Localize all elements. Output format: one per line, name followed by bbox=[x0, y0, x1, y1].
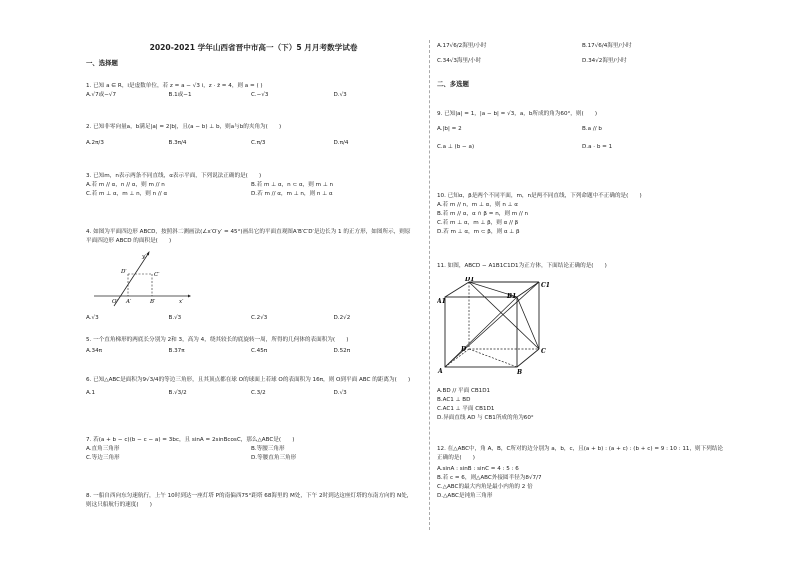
label-o: O′ bbox=[112, 299, 118, 305]
question-stem: 10. 已知α，β是两个不同平面，m，n是两不同直线，下列命题中不正确的是( ) bbox=[437, 193, 642, 199]
option-c: C.AC1 ⊥ 平面 CB1D1 bbox=[437, 406, 495, 412]
option-d: D.√3 bbox=[333, 92, 347, 98]
option-b: B.3π/4 bbox=[168, 140, 187, 146]
question-8-options bbox=[437, 42, 727, 66]
label-a: A bbox=[438, 368, 443, 375]
option-d: D.34√2海里/小时 bbox=[582, 58, 627, 64]
diag-ab1 bbox=[445, 297, 517, 367]
options bbox=[86, 181, 416, 199]
label-y: y′ bbox=[142, 254, 147, 260]
question-stem: 8. 一船自西向东匀速航行，上午 10时到达一座灯塔 P的南偏西75°距塔 68海里的 M处，下午 2时到达这座灯塔的东南方向的 N处，则这只船航行的速度( ) bbox=[86, 493, 413, 508]
label-d1: D1 bbox=[465, 277, 475, 283]
question-12 bbox=[437, 445, 727, 501]
question-9 bbox=[437, 110, 727, 152]
option-a: A.17√6/2海里/小时 bbox=[437, 43, 487, 49]
label-a1: A1 bbox=[437, 298, 446, 305]
options bbox=[437, 125, 727, 152]
options bbox=[86, 91, 416, 100]
option-c: C.若 m ⊥ α，m ⊥ n，则 n // α bbox=[86, 191, 168, 197]
y-axis-arrow bbox=[147, 251, 150, 256]
column-divider bbox=[429, 40, 430, 530]
question-stem: 11. 如图，ABCD − A1B1C1D1为正方体，下面结论正确的是( ) bbox=[437, 263, 607, 269]
option-a: A.BD // 平面 CB1D1 bbox=[437, 388, 491, 394]
oblique-projection-figure bbox=[92, 250, 192, 308]
option-b: B.若 m ⊥ α，n ⊂ α，则 m ⊥ n bbox=[251, 182, 334, 188]
label-c: C bbox=[541, 348, 546, 355]
question-3 bbox=[86, 172, 416, 199]
section-heading-single: 一、选择题 bbox=[86, 59, 118, 67]
option-a: A.34π bbox=[86, 348, 102, 354]
options bbox=[437, 42, 727, 66]
diag-db bbox=[469, 349, 517, 367]
option-a: A.2π/3 bbox=[86, 140, 104, 146]
option-c: C.a ⊥ (b − a) bbox=[437, 144, 475, 150]
diag-ac1 bbox=[445, 282, 539, 367]
options bbox=[437, 201, 727, 237]
option-c: C.2√3 bbox=[251, 315, 268, 321]
option-d: D.52π bbox=[333, 348, 351, 354]
edge-a1d1 bbox=[445, 282, 469, 297]
question-stem: 12. 在△ABC中，角 A，B，C所对的边分别为 a，b，c，且(a + b) : (a + c) : (b + c) = 9 : 10 : 11，则下列结论正确的是( ) bbox=[437, 446, 724, 461]
option-b: B.17√6/4海里/小时 bbox=[582, 43, 632, 49]
label-d: D′ bbox=[121, 269, 127, 275]
question-2 bbox=[86, 123, 416, 148]
option-a: A.1 bbox=[86, 390, 96, 396]
edge-bc bbox=[517, 349, 539, 367]
question-11 bbox=[437, 262, 727, 271]
question-6 bbox=[86, 376, 416, 398]
option-b: B.若 m // α，α ∩ β = n，则 m // n bbox=[437, 211, 529, 217]
question-stem: 9. 已知|a| = 1，|a − b| = √3，a，b所成的角为60°，则( ) bbox=[437, 111, 598, 117]
option-b: B.AC1 ⊥ BD bbox=[437, 397, 471, 403]
option-c: C.若 m ⊥ α，m ⊥ β，则 α // β bbox=[437, 220, 519, 226]
cube-figure bbox=[437, 277, 557, 375]
question-stem: 1. 已知 a ∈ R，i是虚数单位，若 z = a − √3 i，z · z̄ = 4，则 a = ( ) bbox=[86, 83, 263, 89]
option-c: C.34√3海里/小时 bbox=[437, 58, 482, 64]
option-a: A.√7或−√7 bbox=[86, 92, 117, 98]
label-c1: C1 bbox=[541, 282, 550, 289]
diag-b1c bbox=[517, 297, 539, 349]
option-c: C.△ABC的最大内角是最小内角的 2 倍 bbox=[437, 484, 533, 490]
option-c: C.45π bbox=[251, 348, 268, 354]
question-stem: 5. 一个直角梯形的两底长分别为 2和 3，高为 4，绕其较长的底旋转一周，所得的几何体的表面积为( ) bbox=[86, 337, 349, 343]
x-axis-arrow bbox=[188, 295, 191, 298]
diag-d1c bbox=[469, 282, 539, 349]
option-d: D.若 m // α，m ⊥ n，则 n ⊥ α bbox=[251, 191, 333, 197]
exam-title: 2020-2021 学年山西省晋中市高一（下）5 月月考数学试卷 bbox=[149, 43, 358, 52]
option-a: A.若 m // n，m ⊥ α，则 n ⊥ α bbox=[437, 202, 518, 208]
edge-b1c1 bbox=[517, 282, 539, 297]
question-4 bbox=[86, 228, 416, 246]
label-b: B′ bbox=[150, 299, 156, 305]
question-stem: 7. 若(a + b − c)(b − c − a) = 3bc，且 sinA = 2sinBcosC，那么△ABC是( ) bbox=[86, 437, 295, 443]
question-7 bbox=[86, 436, 416, 463]
option-d: D.等腰直角三角形 bbox=[251, 455, 297, 461]
option-a: A.sinA : sinB : sinC = 4 : 5 : 6 bbox=[437, 466, 519, 472]
options bbox=[437, 465, 727, 501]
question-stem: 3. 已知m，n表示两条不同直线，α表示平面，下列说法正确的是( ) bbox=[86, 173, 262, 179]
question-11-options bbox=[437, 387, 727, 423]
option-d: D.△ABC是钝角三角形 bbox=[437, 493, 493, 499]
question-5 bbox=[86, 336, 416, 356]
options bbox=[86, 314, 416, 323]
question-1 bbox=[86, 82, 416, 100]
options bbox=[86, 389, 416, 398]
label-b1: B1 bbox=[507, 293, 517, 300]
option-a: A.若 m // α，n // α，则 m // n bbox=[86, 182, 165, 188]
label-c: C′ bbox=[154, 272, 160, 278]
question-4-options bbox=[86, 314, 416, 323]
option-c: C.等边三角形 bbox=[86, 455, 120, 461]
question-stem: 6. 已知△ABC是面积为9√3/4的等边三角形，且其顶点都在球 O的球面上若球 O的表面积为 16π，则 O到平面 ABC 的距离为( ) bbox=[86, 377, 411, 383]
label-x: x′ bbox=[179, 299, 184, 305]
option-d: D.√3 bbox=[333, 390, 347, 396]
option-d: D.若 m ⊥ α，m ⊂ β，则 α ⊥ β bbox=[437, 229, 520, 235]
options bbox=[86, 445, 416, 463]
option-c: C.−√3 bbox=[251, 92, 269, 98]
option-d: D.异面直线 AD 与 CB1所成的角为60° bbox=[437, 415, 534, 421]
question-stem: 2. 已知非零向量a，b满足|a| = 2|b|，且(a − b) ⊥ b，则a与b的夹角为( ) bbox=[86, 124, 282, 130]
option-b: B.√3/2 bbox=[168, 390, 187, 396]
label-b: B bbox=[517, 369, 523, 375]
option-a: A.|b| = 2 bbox=[437, 126, 462, 132]
question-10 bbox=[437, 192, 727, 237]
option-c: C.π/3 bbox=[251, 140, 266, 146]
option-d: D.2√2 bbox=[333, 315, 351, 321]
label-d: D bbox=[461, 346, 467, 353]
option-d: D.a · b = 1 bbox=[582, 144, 613, 150]
section-heading-multi: 二、多选题 bbox=[437, 80, 469, 88]
option-b: B.若 c = 6，则△ABC外接圆半径为8√7/7 bbox=[437, 475, 542, 481]
options bbox=[86, 347, 416, 356]
option-b: B.a // b bbox=[582, 126, 602, 132]
option-b: B.37π bbox=[168, 348, 185, 354]
options bbox=[86, 139, 416, 148]
options bbox=[437, 387, 727, 423]
option-d: D.π/4 bbox=[333, 140, 349, 146]
option-c: C.3/2 bbox=[251, 390, 266, 396]
option-a: A.直角三角形 bbox=[86, 446, 120, 452]
label-a: A′ bbox=[126, 299, 132, 305]
option-b: B.1或−1 bbox=[168, 92, 192, 98]
question-8 bbox=[86, 492, 416, 510]
option-b: B.√3 bbox=[168, 315, 182, 321]
option-a: A.√3 bbox=[86, 315, 99, 321]
option-b: B.等腰三角形 bbox=[251, 446, 285, 452]
question-stem: 4. 如图为平面四边形 ABCD，按照斜二测画法(∠x′O′y′ = 45°)画出它的平面直观图A′B′C′D′是边长为 1 的正方形，如图所示，则原平面四边形 ABCD 的面积是( ) bbox=[86, 229, 411, 244]
